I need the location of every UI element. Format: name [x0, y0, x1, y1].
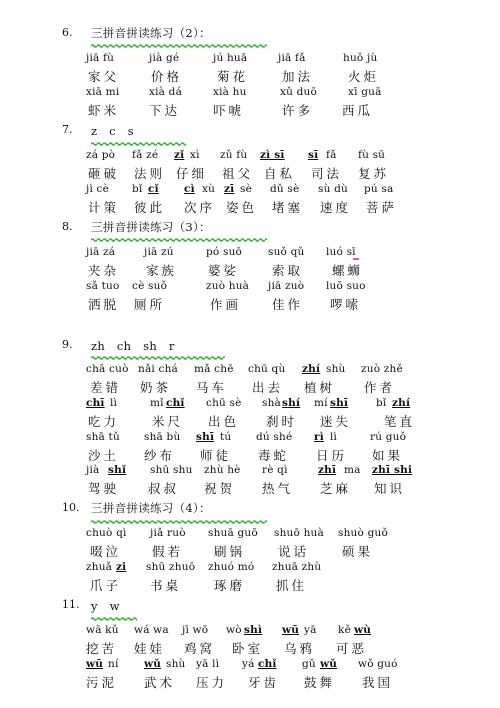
section-9-title: zh ch sh r — [91, 339, 175, 353]
pinyin-bold: zhī — [318, 464, 337, 476]
hanzi: 祖父 — [222, 166, 254, 181]
pinyin: zhuó mó — [208, 561, 255, 573]
section-7-wavy-underline — [91, 142, 186, 146]
hanzi: 马车 — [196, 380, 228, 395]
pinyin: wǒ guó — [358, 658, 398, 670]
pinyin: jiā fù — [86, 52, 115, 64]
pinyin: lì — [330, 431, 338, 443]
hanzi: 牙齿 — [248, 675, 280, 690]
section-10-wavy-underline — [91, 520, 267, 524]
pinyin: jiā zá — [86, 246, 116, 258]
hanzi: 鸡窝 — [184, 641, 216, 656]
pinyin: fǎ zé — [132, 149, 159, 161]
hanzi: 加法 — [282, 69, 314, 84]
hanzi: 琢磨 — [214, 578, 246, 593]
pinyin: shū zhuō — [146, 561, 196, 573]
pinyin: sè — [240, 183, 253, 195]
pinyin: rè qì — [262, 464, 288, 476]
hanzi: 复苏 — [358, 166, 390, 181]
pinyin: shuā guō — [208, 527, 258, 539]
pinyin: chā cuò — [86, 363, 129, 375]
pinyin: wá wa — [134, 624, 169, 636]
pinyin-bold: chǐ — [166, 397, 185, 409]
pinyin: xiā mi — [86, 86, 120, 98]
pinyin: huǒ jù — [343, 52, 378, 64]
hanzi: 奶茶 — [140, 380, 172, 395]
pinyin: shù — [166, 658, 186, 670]
pinyin: xǔ duō — [280, 86, 318, 98]
hanzi: 菩萨 — [366, 200, 398, 215]
section-11-wavy-underline — [91, 617, 137, 621]
pinyin-bold: sī — [308, 149, 319, 161]
section-10-number: 10. — [62, 501, 80, 514]
hanzi: 压力 — [196, 675, 228, 690]
hanzi: 日历 — [316, 448, 348, 463]
hanzi: 叔叔 — [148, 481, 180, 496]
hanzi: 计策 — [88, 200, 120, 215]
pinyin: shuò guǒ — [338, 527, 388, 539]
hanzi: 姿色 — [226, 200, 258, 215]
pinyin-bold: shǐ — [108, 464, 127, 476]
hanzi: 污泥 — [86, 675, 118, 690]
pinyin: mí — [314, 397, 328, 409]
hanzi: 婆娑 — [208, 263, 240, 278]
pinyin-bold: shí — [282, 397, 301, 409]
pinyin: nǎi chá — [138, 363, 179, 375]
hanzi: 仔细 — [176, 166, 208, 181]
pinyin: dǔ sè — [270, 183, 300, 195]
pinyin: jià gé — [149, 52, 180, 64]
hanzi: 师徒 — [200, 448, 232, 463]
pinyin: jì cè — [86, 183, 110, 195]
pinyin: shù — [326, 363, 346, 375]
pinyin: shā bù — [144, 431, 181, 443]
pinyin: lì — [110, 397, 118, 409]
pinyin: sù dù — [318, 183, 348, 195]
pinyin-bold: shī — [196, 431, 215, 443]
hanzi: 佳作 — [272, 297, 304, 312]
pinyin: jiā zuò — [268, 280, 305, 292]
hanzi: 自私 — [264, 166, 296, 181]
pinyin: jiā zú — [144, 246, 174, 258]
hanzi: 出去 — [252, 380, 284, 395]
pinyin: yā lì — [196, 658, 220, 670]
hanzi: 堵塞 — [272, 200, 304, 215]
pinyin-bold: zi — [116, 561, 127, 573]
hanzi: 卧室 — [232, 641, 264, 656]
pinyin: sǎ tuo — [86, 280, 120, 292]
section-6-title: 三拼音拼读练习（2）： — [91, 26, 211, 40]
hanzi: 作画 — [210, 297, 242, 312]
pinyin: fù sū — [358, 149, 386, 161]
pinyin-bold: chǐ — [258, 658, 277, 670]
pen-mark — [353, 258, 359, 260]
pinyin: cè suǒ — [132, 280, 168, 292]
section-6-number: 6. — [62, 26, 73, 39]
section-8-number: 8. — [62, 220, 73, 233]
pinyin-bold: zhí — [392, 397, 411, 409]
pinyin-bold: zhī shi — [372, 464, 413, 476]
pinyin: zhù hè — [204, 464, 241, 476]
hanzi: 我国 — [362, 675, 394, 690]
hanzi: 驾驶 — [88, 481, 120, 496]
hanzi: 作者 — [364, 380, 396, 395]
hanzi: 彼此 — [134, 200, 166, 215]
hanzi: 家族 — [146, 263, 178, 278]
pinyin: xì — [190, 149, 200, 161]
pinyin-bold: cì — [184, 183, 195, 195]
pinyin: bǐ — [132, 183, 143, 195]
hanzi: 书桌 — [150, 578, 182, 593]
hanzi: 许多 — [282, 103, 314, 118]
pinyin: mǐ — [150, 397, 164, 409]
pinyin: yā — [304, 624, 317, 636]
pinyin: xià hu — [213, 86, 247, 98]
pinyin: pó suō — [206, 246, 243, 258]
hanzi: 乌鸦 — [284, 641, 316, 656]
pinyin: mǎ chē — [194, 363, 234, 375]
hanzi: 夹杂 — [88, 263, 120, 278]
hanzi: 鼓舞 — [304, 675, 336, 690]
hanzi: 螺蛳 — [332, 263, 364, 278]
hanzi: 刹时 — [266, 414, 298, 429]
section-6-wavy-underline — [91, 44, 267, 48]
hanzi: 出色 — [208, 414, 240, 429]
pinyin: bǐ — [376, 397, 387, 409]
section-8-title: 三拼音拼读练习（3）： — [91, 220, 211, 234]
hanzi: 笔直 — [384, 414, 416, 429]
pinyin-bold: wù — [354, 624, 372, 636]
hanzi: 挖苦 — [86, 641, 118, 656]
hanzi: 砸破 — [88, 166, 120, 181]
pinyin: ní — [108, 658, 119, 670]
pinyin: luó sī — [326, 246, 356, 258]
hanzi: 热气 — [262, 481, 294, 496]
pinyin: tú — [220, 431, 232, 443]
pinyin: gǔ — [302, 658, 316, 670]
pinyin: wò — [226, 624, 242, 636]
pinyin-bold: shì — [244, 624, 263, 636]
hanzi: 刷锅 — [214, 544, 246, 559]
section-11-title: y w — [91, 599, 120, 613]
pinyin: chū qù — [248, 363, 286, 375]
hanzi: 娃娃 — [134, 641, 166, 656]
hanzi: 火炬 — [348, 69, 380, 84]
pinyin: xī guā — [348, 86, 382, 98]
hanzi: 植树 — [304, 380, 336, 395]
hanzi: 毒蛇 — [258, 448, 290, 463]
hanzi: 次序 — [184, 200, 216, 215]
pinyin: zhuā zhù — [272, 561, 322, 573]
hanzi: 知识 — [374, 481, 406, 496]
hanzi: 啜泣 — [90, 544, 122, 559]
pinyin: rú guǒ — [370, 431, 407, 443]
pinyin-bold: wū — [86, 658, 104, 670]
pinyin: chū sè — [206, 397, 242, 409]
hanzi: 价格 — [151, 69, 183, 84]
hanzi: 祝贺 — [204, 481, 236, 496]
section-11-number: 11. — [62, 598, 80, 611]
pinyin: luō suo — [326, 280, 366, 292]
pinyin: zuò zhě — [361, 363, 403, 375]
pinyin: shà — [262, 397, 282, 409]
hanzi: 司法 — [311, 166, 343, 181]
pinyin: jú huā — [213, 52, 248, 64]
pinyin-bold: shī — [330, 397, 349, 409]
hanzi: 迷失 — [320, 414, 352, 429]
pinyin: yá — [242, 658, 255, 670]
hanzi: 法则 — [134, 166, 166, 181]
hanzi: 武术 — [144, 675, 176, 690]
pinyin: suǒ qǔ — [268, 246, 305, 258]
pinyin-bold: zhí — [302, 363, 321, 375]
pinyin: shā tǔ — [86, 431, 120, 443]
pinyin: shuō huà — [274, 527, 324, 539]
hanzi: 吃力 — [88, 414, 120, 429]
pinyin: fǎ — [326, 149, 337, 161]
hanzi: 可恶 — [336, 641, 368, 656]
pinyin: jiǎ ruò — [150, 527, 186, 539]
pinyin-bold: zì sī — [260, 149, 285, 161]
pinyin: ma — [344, 464, 361, 476]
pinyin: kě — [338, 624, 351, 636]
hanzi: 索取 — [272, 263, 304, 278]
pinyin-bold: wū — [282, 624, 300, 636]
hanzi: 下达 — [149, 103, 181, 118]
hanzi: 假若 — [152, 544, 184, 559]
hanzi: 吓唬 — [213, 103, 245, 118]
pinyin: xià dá — [149, 86, 183, 98]
hanzi: 爪子 — [90, 578, 122, 593]
pinyin: zǔ fù — [220, 149, 248, 161]
hanzi: 抓住 — [276, 578, 308, 593]
pinyin: chuò qì — [86, 527, 127, 539]
section-9-number: 9. — [62, 338, 73, 351]
section-10-title: 三拼音拼读练习（4）： — [91, 501, 211, 515]
pinyin: pú sa — [364, 183, 394, 195]
pinyin-bold: cǐ — [148, 183, 159, 195]
hanzi: 虾米 — [88, 103, 120, 118]
pinyin: zá pò — [86, 149, 116, 161]
section-7-title: z c s — [91, 124, 134, 138]
pinyin-bold: zǐ — [174, 149, 185, 161]
pinyin-bold: rì — [314, 431, 324, 443]
pinyin: zhuǎ — [86, 561, 113, 573]
hanzi: 硕果 — [342, 544, 374, 559]
pinyin: xù — [202, 183, 216, 195]
hanzi: 沙土 — [88, 448, 120, 463]
section-8-wavy-underline — [91, 238, 267, 242]
pinyin-bold: chī — [86, 397, 105, 409]
hanzi: 啰嗦 — [330, 297, 362, 312]
hanzi: 芝麻 — [320, 481, 352, 496]
pinyin-bold: wǔ — [144, 658, 162, 670]
hanzi: 速度 — [320, 200, 352, 215]
pinyin: jià — [86, 464, 100, 476]
pinyin: zuò huà — [206, 280, 250, 292]
pinyin-bold: wǔ — [320, 658, 338, 670]
pinyin: shū shu — [150, 464, 193, 476]
hanzi: 西瓜 — [342, 103, 374, 118]
hanzi: 厕所 — [134, 297, 166, 312]
hanzi: 如果 — [372, 448, 404, 463]
hanzi: 菊花 — [217, 69, 249, 84]
pinyin: jī wō — [182, 624, 209, 636]
section-7-number: 7. — [62, 123, 73, 136]
hanzi: 纱布 — [144, 448, 176, 463]
hanzi: 家父 — [88, 69, 120, 84]
pinyin-bold: zī — [224, 183, 235, 195]
hanzi: 差错 — [90, 380, 122, 395]
hanzi: 说话 — [278, 544, 310, 559]
hanzi: 米尺 — [152, 414, 184, 429]
pinyin: dú shé — [256, 431, 293, 443]
hanzi: 洒脱 — [88, 297, 120, 312]
section-9-wavy-underline — [91, 356, 225, 360]
pinyin: wā kǔ — [86, 624, 119, 636]
pinyin: jiā fǎ — [278, 52, 306, 64]
